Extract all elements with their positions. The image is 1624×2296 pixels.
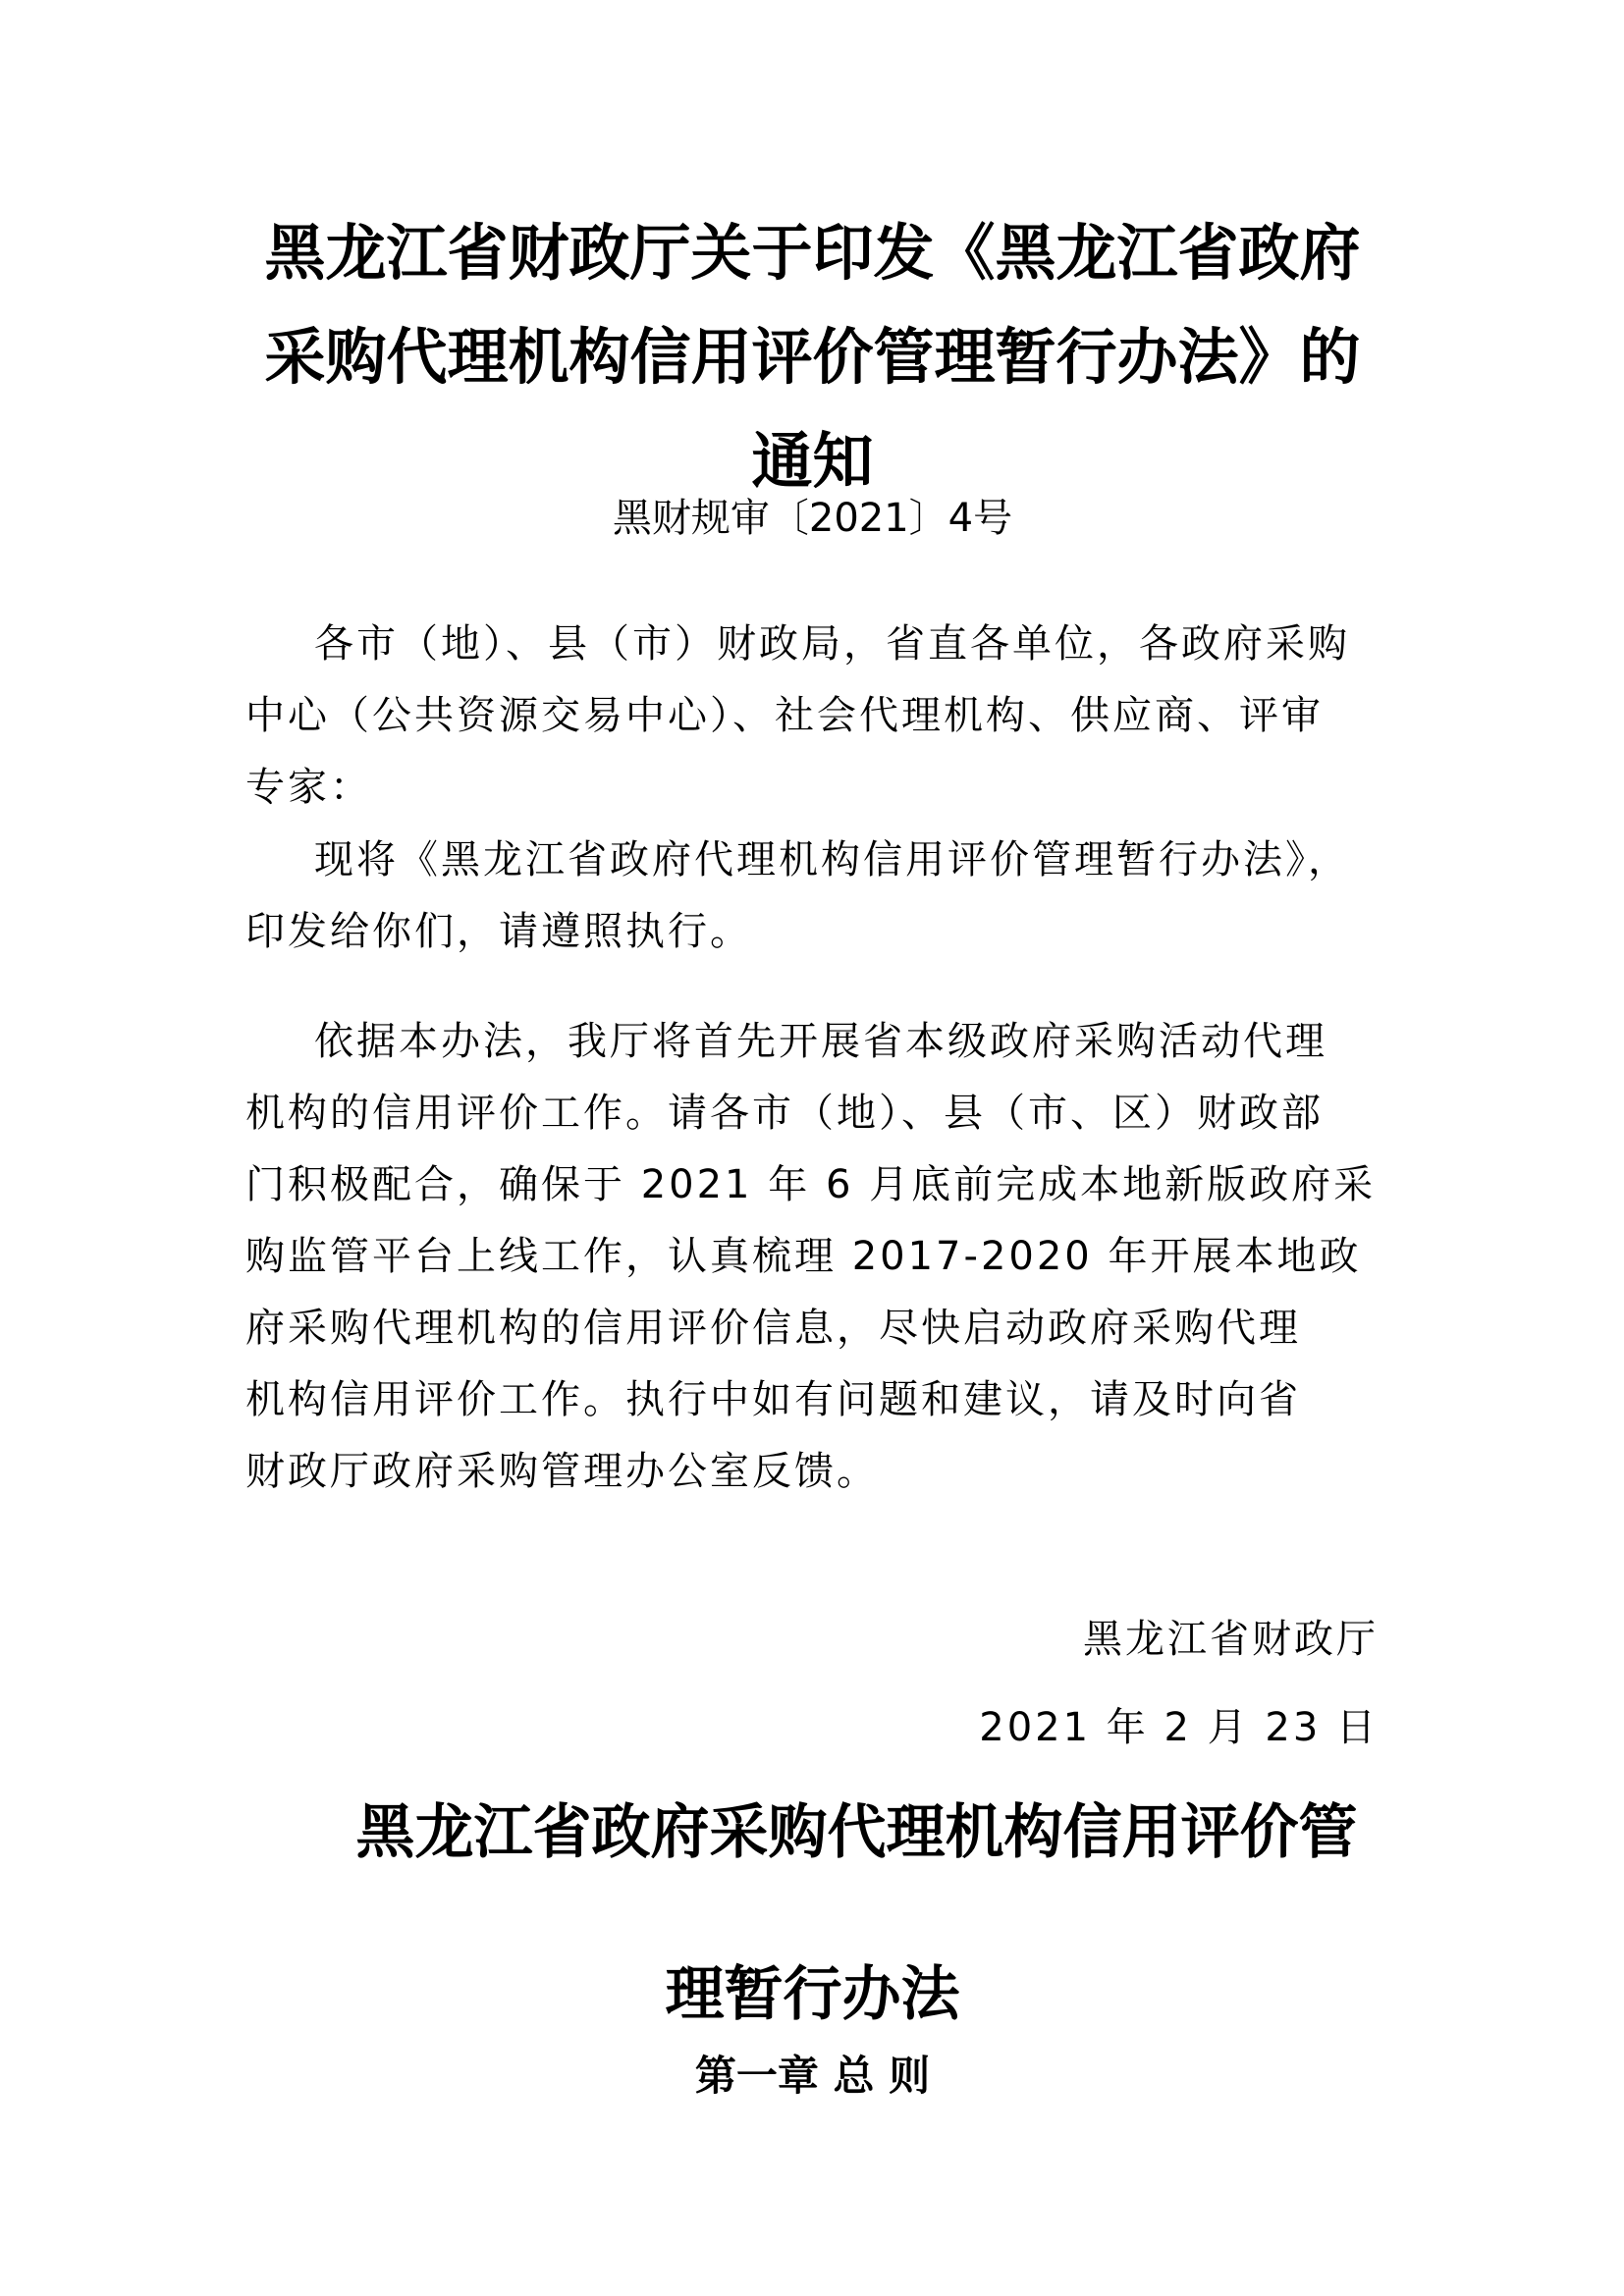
text-line: 府采购代理机构的信用评价信息，尽快启动政府采购代理 xyxy=(245,1306,1301,1351)
document-number: 黑财规审〔2021〕4号 xyxy=(612,496,1013,541)
measures-title xyxy=(245,1789,1380,2039)
notice-title-line: 黑龙江省财政厅关于印发《黑龙江省政府 xyxy=(264,217,1361,289)
issue-paragraph xyxy=(245,825,1384,968)
text-line: 门积极配合，确保于 2021 年 6 月底前完成本地新版政府采 xyxy=(245,1162,1377,1207)
measures-title-line: 理暂行办法 xyxy=(665,1960,960,2029)
signature-organization: 黑龙江省财政厅 xyxy=(1083,1617,1379,1662)
notice-title xyxy=(245,201,1380,513)
basis-paragraph xyxy=(245,1006,1384,1508)
text-line: 机构的信用评价工作。请各市（地）、县（市、区）财政部 xyxy=(245,1091,1324,1136)
text-line: 专家： xyxy=(245,765,372,810)
text-line: 机构信用评价工作。执行中如有问题和建议，请及时向省 xyxy=(245,1377,1301,1422)
text-line: 依据本办法，我厅将首先开展省本级政府采购活动代理 xyxy=(314,1019,1327,1064)
notice-title-line: 采购代理机构信用评价管理暂行办法》的 xyxy=(264,321,1361,393)
signature-date: 2021 年 2 月 23 日 xyxy=(979,1705,1379,1750)
notice-title-line: 通知 xyxy=(751,425,874,497)
chapter-heading: 第一章 总 则 xyxy=(694,2052,931,2100)
text-line: 购监管平台上线工作，认真梳理 2017-2020 年开展本地政 xyxy=(245,1234,1362,1279)
recipients-paragraph xyxy=(245,609,1384,824)
text-line: 中心（公共资源交易中心）、社会代理机构、供应商、评审 xyxy=(245,693,1324,738)
text-line: 各市（地）、县（市）财政局，省直各单位，各政府采购 xyxy=(314,621,1350,667)
measures-title-line: 黑龙江省政府采购代理机构信用评价管 xyxy=(355,1798,1358,1867)
text-line: 现将《黑龙江省政府代理机构信用评价管理暂行办法》， xyxy=(314,837,1350,882)
text-line: 印发给你们，请遵照执行。 xyxy=(245,909,752,954)
text-line: 财政厅政府采购管理办公室反馈。 xyxy=(245,1449,879,1494)
